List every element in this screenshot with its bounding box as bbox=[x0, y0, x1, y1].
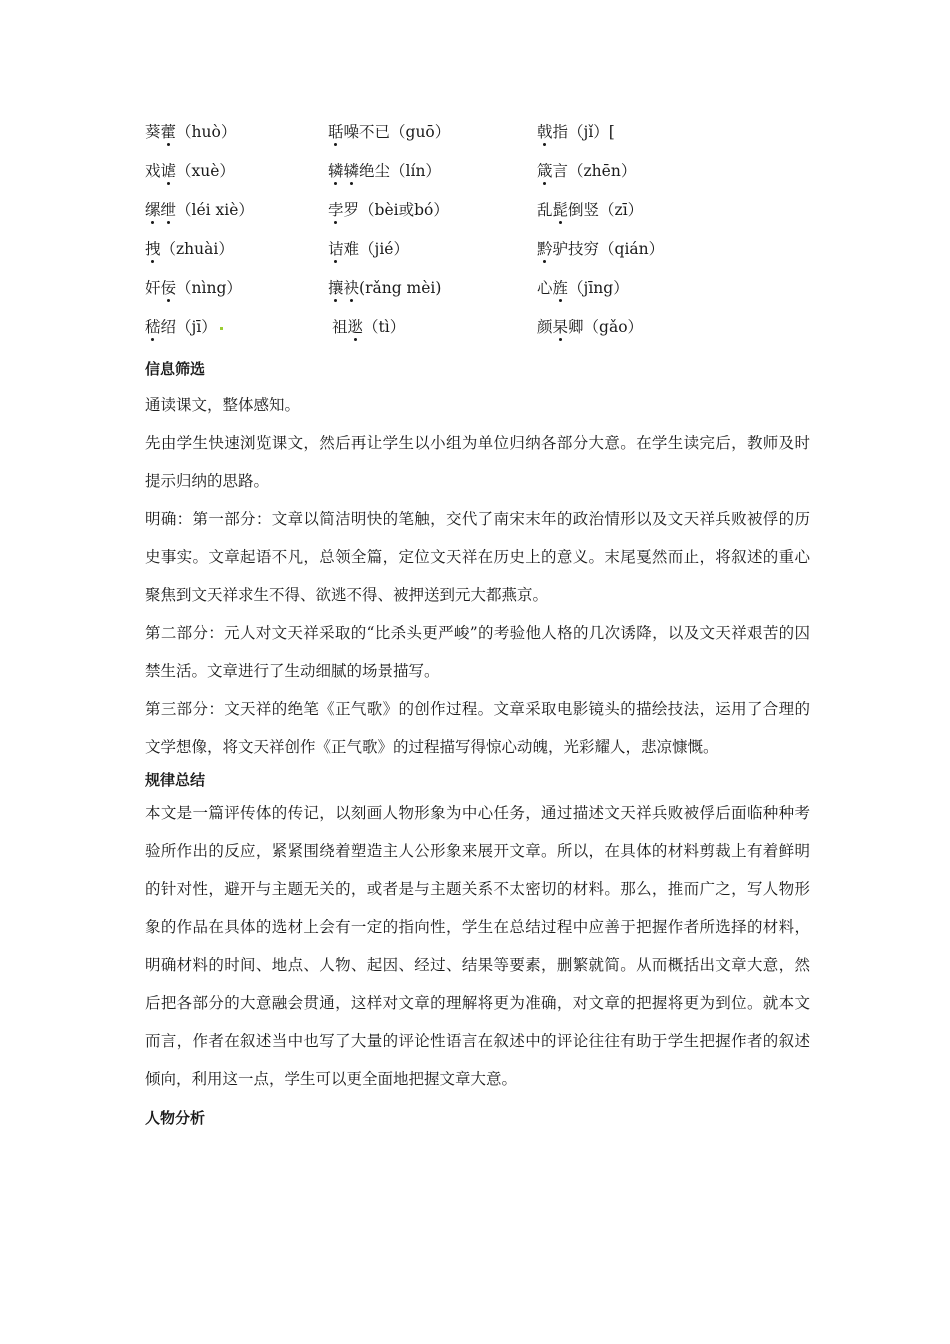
vocab-item: 葵藿（huò） bbox=[145, 123, 237, 141]
document-body bbox=[145, 355, 810, 1132]
vocab-row bbox=[145, 118, 825, 157]
vocab-item: 心旌（jīng） bbox=[537, 279, 629, 297]
vocab-item: 嵇绍（jī） bbox=[145, 313, 223, 341]
vocab-item: 戟指（jǐ）[ bbox=[537, 123, 615, 141]
vocab-item: 拽（zhuài） bbox=[145, 240, 234, 258]
vocab-row bbox=[145, 274, 825, 313]
vocab-row bbox=[145, 313, 825, 352]
vocab-item: 缧绁（léi xiè） bbox=[145, 201, 254, 219]
vocab-item: 祖逖（tì） bbox=[332, 318, 406, 336]
paragraph: 第三部分：文天祥的绝笔《正气歌》的创作过程。文章采取电影镜头的描绘技法，运用了合理的文学想像，将文天祥创作《正气歌》的过程描写得惊心动魄，光彩耀人，悲凉慷慨。 bbox=[145, 700, 810, 756]
vocab-item: 黔驴技穷（qián） bbox=[537, 240, 665, 258]
vocab-item: 乱髭倒竖（zī） bbox=[537, 201, 644, 219]
vocab-item: 辚辚绝尘（lín） bbox=[328, 162, 441, 180]
vocab-item: 箴言（zhēn） bbox=[537, 162, 637, 180]
vocab-item: 聒噪不已（guō） bbox=[328, 123, 451, 141]
section-heading-character: 人物分析 bbox=[145, 1109, 206, 1127]
vocab-item: 攘袂(rǎng mèi) bbox=[328, 279, 442, 297]
vocabulary-list bbox=[145, 118, 825, 352]
vocab-item: 诘难（jié） bbox=[328, 240, 409, 258]
section-heading-rule: 规律总结 bbox=[145, 771, 206, 789]
vocab-row bbox=[145, 157, 825, 196]
paragraph: 第二部分：元人对文天祥采取的“比杀头更严峻”的考验他人格的几次诱降，以及文天祥艰苦的囚禁生活。文章进行了生动细腻的场景描写。 bbox=[145, 624, 810, 680]
paragraph: 本文是一篇评传体的传记，以刻画人物形象为中心任务，通过描述文天祥兵败被俘后面临种种考验所作出的反应，紧紧围绕着塑造主人公形象来展开文章。所以，在具体的材料剪裁上有着鲜明的针对性，避开与主题无关的，或者是与主题关系不太密切的材料。那么，推而广之，写人物形象的作品在具体的选材上会有一定的指向性，学生在总结过程中应善于把握作者所选择的材料，明确材料的时间、地点、人物、起因、经过、结果等要素，删繁就简。从而概括出文章大意，然后把各部分的大意融会贯通，这样对文章的理解将更为准确，对文章的把握将更为到位。就本文而言，作者在叙述当中也写了大量的评论性语言在叙述中的评论往往有助于学生把握作者的叙述倾向，利用这一点，学生可以更全面地把握文章大意。 bbox=[145, 804, 810, 1088]
paragraph: 明确：第一部分：文章以简洁明快的笔触，交代了南宋末年的政治情形以及文天祥兵败被俘的历史事实。文章起语不凡，总领全篇，定位文天祥在历史上的意义。末尾戛然而止，将叙述的重心聚焦到文天祥求生不得、欲逃不得、被押送到元大都燕京。 bbox=[145, 510, 810, 604]
vocab-item: 戏谑（xuè） bbox=[145, 162, 235, 180]
paragraph: 先由学生快速浏览课文，然后再让学生以小组为单位归纳各部分大意。在学生读完后，教师及时提示归纳的思路。 bbox=[145, 434, 810, 490]
vocab-item: 孛罗（bèi或bó） bbox=[328, 201, 449, 219]
vocab-item: 颜杲卿（gǎo） bbox=[537, 318, 644, 336]
paragraph: 通读课文，整体感知。 bbox=[145, 396, 301, 414]
section-heading-info: 信息筛选 bbox=[145, 360, 206, 378]
marker-dot bbox=[220, 327, 223, 330]
vocab-item: 奸佞（nìng） bbox=[145, 279, 242, 297]
vocab-row bbox=[145, 196, 825, 235]
vocab-row bbox=[145, 235, 825, 274]
